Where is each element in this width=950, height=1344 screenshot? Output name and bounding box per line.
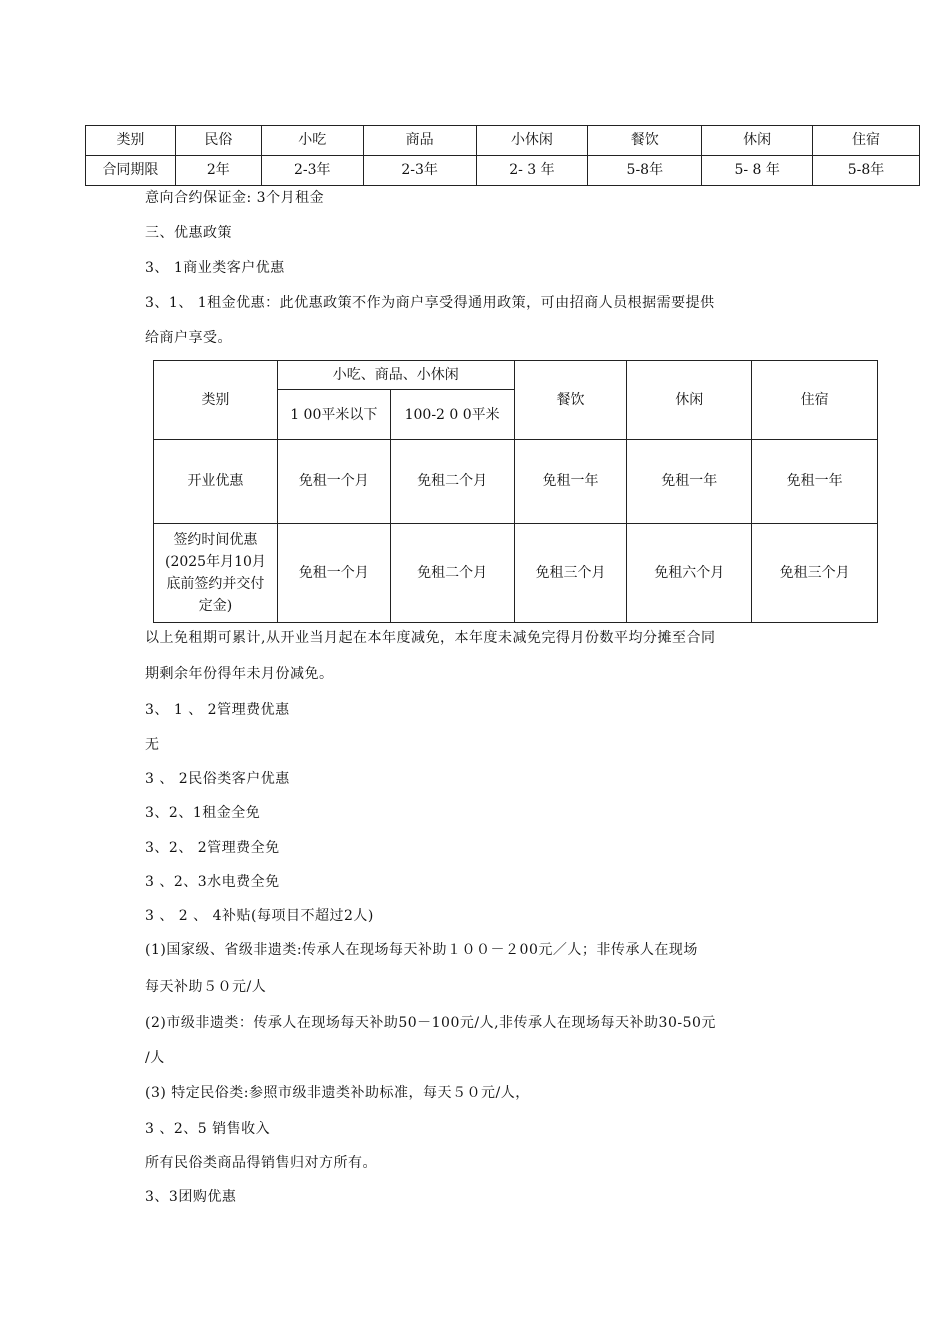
cumulative-note-cont: 期剩余年份得年未月份减免。	[145, 666, 334, 682]
list-item: 3 、 2 、 4补贴(每项目不超过2人)	[145, 908, 374, 924]
body-text: 所有民俗类商品得销售归对方所有。	[145, 1155, 377, 1171]
table-cell: 类别	[86, 126, 176, 156]
table-cell: 免租三个月	[752, 524, 878, 623]
table-cell: 5-8年	[588, 156, 702, 186]
table-cell: 免租一年	[514, 440, 627, 524]
table-row	[154, 440, 878, 524]
table-cell: 免租三个月	[514, 524, 627, 623]
table-cell: 100-2 0 0平米	[390, 390, 514, 440]
table-cell: 休闲	[627, 361, 752, 440]
table-cell: 合同期限	[86, 156, 176, 186]
subsidy-city: (2)市级非遗类：传承人在现场每天补助50－100元/人,非传承人在现场每天补助30-50元	[145, 1015, 716, 1031]
table-cell: 免租二个月	[390, 524, 514, 623]
table-cell: 类别	[154, 361, 278, 440]
subsidy-national-cont: 每天补助５０元/人	[145, 979, 267, 995]
table-cell: 免租二个月	[390, 440, 514, 524]
cumulative-note: 以上免租期可累计,从开业当月起在本年度减免，本年度未减免完得月份数平均分摊至合同	[145, 630, 716, 646]
table-cell: 5-8年	[813, 156, 920, 186]
table-cell: 休闲	[702, 126, 813, 156]
list-item: 3、2、1租金全免	[145, 805, 261, 821]
table-cell: 住宿	[752, 361, 878, 440]
subsidy-national: (1)国家级、省级非遗类:传承人在现场每天补助１００－２00元／人；非传承人在现场	[145, 942, 698, 958]
table-cell: 商品	[363, 126, 476, 156]
rent-discount-line-cont: 给商户享受。	[145, 330, 232, 346]
table-cell: 餐饮	[588, 126, 702, 156]
subsidy-city-cont: /人	[145, 1050, 165, 1066]
table-row	[86, 156, 920, 186]
table-cell: 2-3年	[261, 156, 363, 186]
table-cell: 免租一年	[627, 440, 752, 524]
list-item: 3 、2、3水电费全免	[145, 874, 280, 890]
subsection-heading: 3、 1 、 2管理费优惠	[145, 702, 290, 718]
table-cell: 免租一年	[752, 440, 878, 524]
table-cell: 小吃、商品、小休闲	[277, 361, 514, 390]
table-cell: 签约时间优惠(2025年月10月底前签约并交付定金)	[154, 524, 278, 623]
table-cell: 免租一个月	[277, 524, 390, 623]
subsidy-special: (3) 特定民俗类:参照市级非遗类补助标准，每天５０元/人，	[145, 1085, 530, 1101]
section-heading: 三、优惠政策	[145, 225, 232, 241]
table-cell: 小休闲	[476, 126, 588, 156]
table-cell: 开业优惠	[154, 440, 278, 524]
contract-period-table	[85, 125, 920, 186]
table-header-row	[86, 126, 920, 156]
table-cell: 小吃	[261, 126, 363, 156]
table-cell: 免租六个月	[627, 524, 752, 623]
subsection-heading: 3 、 2民俗类客户优惠	[145, 771, 290, 787]
table-cell: 2年	[175, 156, 261, 186]
rent-discount-line: 3、1、 1租金优惠：此优惠政策不作为商户享受得通用政策，可由招商人员根据需要提供	[145, 295, 715, 311]
deposit-line: 意向合约保证金: 3个月租金	[145, 190, 325, 206]
table-cell: 住宿	[813, 126, 920, 156]
table-cell: 2- 3 年	[476, 156, 588, 186]
table-row	[154, 524, 878, 623]
table-cell: 免租一个月	[277, 440, 390, 524]
table-cell: 餐饮	[514, 361, 627, 440]
table-cell: 民俗	[175, 126, 261, 156]
list-item: 3 、2、5 销售收入	[145, 1121, 271, 1137]
table-cell: 2-3年	[363, 156, 476, 186]
subsection-heading: 3、3团购优惠	[145, 1189, 237, 1205]
body-text: 无	[145, 737, 160, 753]
table-header-row	[154, 361, 878, 390]
discount-table	[153, 360, 878, 623]
table-cell: 1 00平米以下	[277, 390, 390, 440]
list-item: 3、2、 2管理费全免	[145, 840, 280, 856]
subsection-heading: 3、 1商业类客户优惠	[145, 260, 285, 276]
table-cell: 5- 8 年	[702, 156, 813, 186]
